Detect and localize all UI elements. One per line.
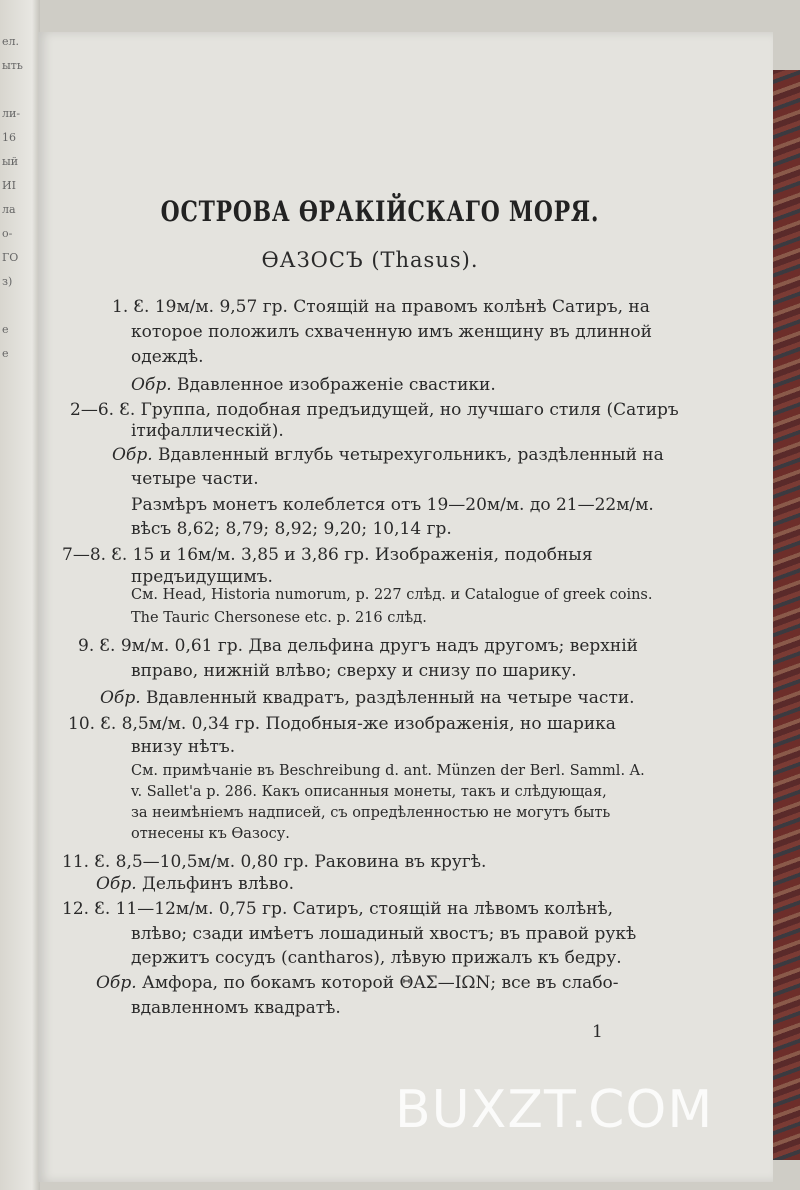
line-text: четыре части. — [131, 469, 259, 489]
text-line — [131, 737, 235, 757]
text-line — [131, 826, 290, 842]
text-line — [78, 636, 638, 656]
left-page-fragment: ый — [2, 155, 19, 168]
text-line — [112, 445, 664, 465]
text-line — [131, 610, 427, 626]
text-line — [131, 322, 652, 342]
line-text: предъидущимъ. — [131, 567, 273, 587]
text-line — [131, 661, 577, 681]
line-text: вдавленномъ квадратѣ. — [131, 998, 341, 1018]
line-text: См. Head, Historia numorum, p. 227 слѣд. и Catalogue of greek coins. — [131, 587, 653, 603]
text-line — [131, 948, 622, 968]
left-page-fragment: е — [2, 347, 9, 360]
text-line — [131, 347, 204, 367]
left-page-fragment: о- — [2, 227, 13, 240]
text-line — [131, 421, 284, 441]
line-text: Дельфинъ влѣво. — [136, 874, 294, 894]
obverse-abbrev: Обр. — [112, 445, 153, 465]
line-text: 10. Ꜫ. 8,5м/м. 0,34 гр. Подобныя-же изображенія, но шарика — [68, 714, 616, 734]
line-text: ітифаллическій). — [131, 421, 284, 441]
page-number: 1 — [592, 1022, 603, 1042]
left-page-fragment: ла — [2, 203, 16, 216]
text-line — [62, 545, 593, 565]
left-page-fragment: ел. — [2, 35, 19, 48]
obverse-abbrev: Обр. — [131, 375, 172, 395]
line-text: одеждѣ. — [131, 347, 204, 367]
line-text: Вдавленное изображеніе свастики. — [171, 375, 496, 395]
left-page-fragments — [2, 30, 36, 430]
obverse-abbrev: Обр. — [96, 874, 137, 894]
line-text: 1. Ꜫ. 19м/м. 9,57 гр. Стоящій на правомъ колѣнѣ Сатиръ, на — [112, 297, 650, 317]
left-page-fragment — [2, 294, 36, 318]
obverse-abbrev: Обр. — [96, 973, 137, 993]
line-text: 11. Ꜫ. 8,5—10,5м/м. 0,80 гр. Раковина въ кругѣ. — [62, 852, 487, 872]
watermark: BUXZT.COM — [395, 1080, 714, 1140]
section-subtitle: ѲАЗОСЪ (Thasus). — [261, 248, 479, 272]
line-text: вправо, нижній влѣво; сверху и снизу по шарику. — [131, 661, 577, 681]
text-line — [131, 924, 636, 944]
line-text: за неимѣніемъ надписей, съ опредѣленностью не могутъ быть — [131, 805, 611, 821]
text-line — [131, 495, 654, 515]
line-text: The Tauric Chersonese etc. p. 216 слѣд. — [131, 610, 427, 626]
obverse-abbrev: Обр. — [100, 688, 141, 708]
line-text: Вдавленный вглубь четырехугольникъ, раздѣленный на — [152, 445, 664, 465]
text-line — [131, 763, 645, 779]
text-line — [131, 375, 496, 395]
line-text: внизу нѣтъ. — [131, 737, 236, 757]
page-title: ОСТРОВА ѲРАКІЙСКАГО МОРЯ. — [160, 195, 600, 228]
line-text: которое положилъ схваченную имъ женщину въ длинной — [131, 322, 652, 342]
left-page-fragment — [2, 78, 36, 102]
text-line — [131, 567, 273, 587]
left-page-fragment: 16 — [2, 131, 16, 144]
left-page-fragment: е — [2, 323, 9, 336]
line-text: вѣсъ 8,62; 8,79; 8,92; 9,20; 10,14 гр. — [131, 519, 452, 539]
text-line — [131, 519, 452, 539]
text-line — [131, 998, 341, 1018]
text-line — [112, 297, 650, 317]
text-line — [68, 714, 616, 734]
left-page-fragment: ли- — [2, 107, 21, 120]
text-line — [96, 973, 619, 993]
left-page-fragment: з) — [2, 275, 13, 288]
line-text: влѣво; сзади имѣетъ лошадиный хвостъ; въ правой рукѣ — [131, 924, 637, 944]
left-page-fragment: ыть — [2, 59, 23, 72]
left-page-fragment: ГО — [2, 251, 19, 264]
line-text: 2—6. Ꜫ. Группа, подобная предъидущей, но лучшаго стиля (Сатиръ — [70, 400, 679, 420]
line-text: Амфора, по бокамъ которой ΘΑΣ—ΙΩΝ; все въ слабо- — [136, 973, 619, 993]
text-line — [100, 688, 635, 708]
text-line — [131, 469, 259, 489]
line-text: Вдавленный квадратъ, раздѣленный на четыре части. — [140, 688, 635, 708]
left-page-edge — [0, 0, 40, 1190]
line-text: 7—8. Ꜫ. 15 и 16м/м. 3,85 и 3,86 гр. Изображенія, подобныя — [62, 545, 593, 565]
text-line — [96, 874, 294, 894]
text-line — [131, 784, 607, 800]
left-page-fragment: ИI — [2, 179, 16, 192]
line-text: держитъ сосудъ (cantharos), лѣвую прижалъ къ бедру. — [131, 948, 622, 968]
line-text: 12. Ꜫ. 11—12м/м. 0,75 гр. Сатиръ, стоящій на лѣвомъ колѣнѣ, — [62, 899, 614, 919]
line-text: v. Sallet'a p. 286. Какъ описанныя монеты, такъ и слѣдующая, — [131, 784, 607, 800]
text-line — [131, 587, 652, 603]
line-text: отнесены къ Ѳазосу. — [131, 826, 290, 842]
text-line — [62, 899, 613, 919]
text-line — [62, 852, 486, 872]
line-text: Размѣръ монетъ колеблется отъ 19—20м/м. до 21—22м/м. — [131, 495, 654, 515]
text-line — [70, 400, 679, 420]
text-line — [131, 805, 610, 821]
line-text: 9. Ꜫ. 9м/м. 0,61 гр. Два дельфина другъ надъ другомъ; верхній — [78, 636, 638, 656]
line-text: См. примѣчаніе въ Beschreibung d. ant. Münzen der Berl. Samml. A. — [131, 763, 645, 779]
